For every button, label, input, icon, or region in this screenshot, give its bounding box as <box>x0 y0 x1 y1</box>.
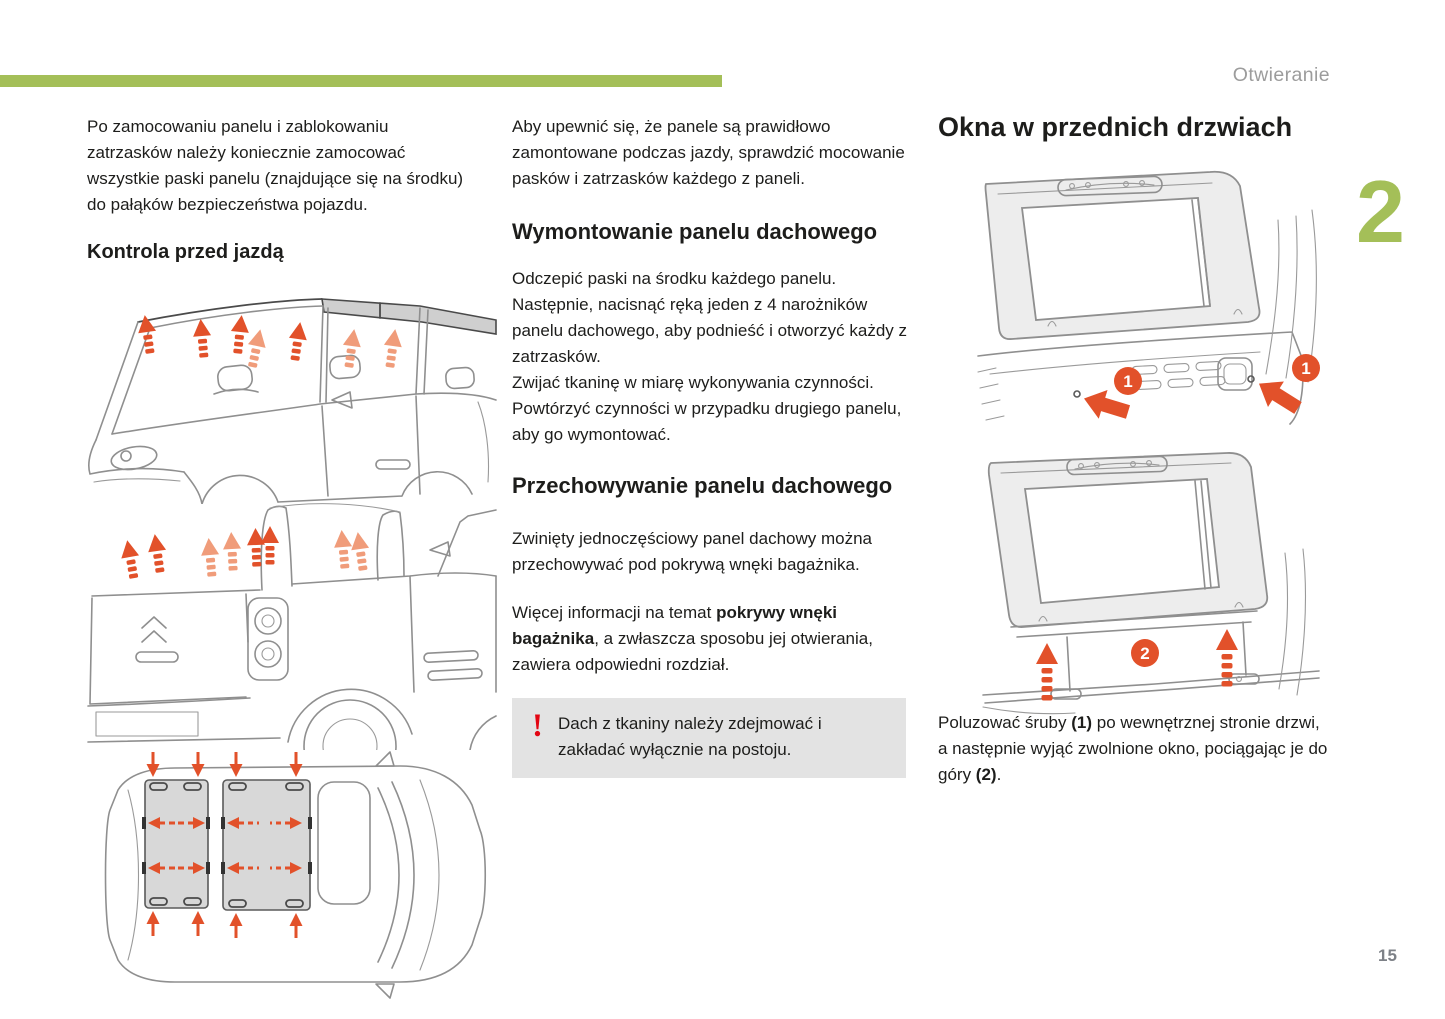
callout-2-label: 2 <box>1140 644 1150 663</box>
illustration-car-front-roof-arrows <box>80 282 500 504</box>
paragraph: Powtórzyć czynności w przypadku drugiego panelu, aby go wymontować. <box>512 399 902 444</box>
car-rear-outline <box>88 504 496 750</box>
roof-panel-up-arrows <box>118 526 372 580</box>
callout-1-label: 1 <box>1123 372 1133 391</box>
text-run: po wewnętrznej stronie drzwi, a następnie wyjąć zwolnione okno, pociągając je do góry <box>938 713 1328 784</box>
bold-text-run: pokrywy wnęki bagażnika <box>512 603 838 648</box>
running-header: Otwieranie <box>1232 64 1330 86</box>
paragraph: Odczepić paski na środku każdego panelu. <box>512 269 837 288</box>
mid-more-info-paragraph <box>512 600 908 678</box>
accent-bar <box>0 75 722 87</box>
vent-slots <box>1132 361 1225 389</box>
bold-text-run: (2) <box>975 765 997 784</box>
illustration-car-rear-roof-arrows <box>80 492 500 750</box>
mid-intro-paragraph: Aby upewnić się, że panele są prawidłowo zamontowane podczas jazdy, sprawdzić mocowanie pasków i zatrzasków każdego z paneli. <box>512 117 905 188</box>
window-frame <box>989 453 1268 637</box>
text-run: . <box>996 765 1002 784</box>
page-number: 15 <box>1378 946 1397 965</box>
paragraph: Następnie, nacisnąć ręką jeden z 4 narożników panelu dachowego, aby podnieść i otworzyć każdy z zatrzasków. <box>512 295 908 366</box>
illustration-door-window-removal <box>955 445 1363 717</box>
illustration-door-window-screws <box>960 160 1360 448</box>
chapter-number: 2 <box>1356 162 1405 261</box>
text-run: Poluzować śruby <box>938 713 1072 732</box>
left-intro-paragraph: Po zamocowaniu panelu i zablokowaniu zatrzasków należy koniecznie zamocować wszystkie paski panelu (znajdujące się na środku) do pałąków bezpieczeństwa pojazdu. <box>87 117 464 214</box>
window-frame <box>986 172 1260 339</box>
left-heading: Kontrola przed jazdą <box>87 241 284 263</box>
roof-panel-up-arrows <box>136 314 404 369</box>
warning-box <box>512 698 906 778</box>
warning-exclamation-icon: ! <box>532 708 543 744</box>
right-body-paragraph <box>938 710 1332 788</box>
text-run: , a zwłaszcza sposobu jej otwierania, zawiera odpowiedni rozdział. <box>512 629 873 674</box>
mid-heading-storage: Przechowywanie panelu dachowego <box>512 473 893 498</box>
screw-arrows-and-callouts <box>1080 354 1320 426</box>
callout-1-label: 1 <box>1301 359 1311 378</box>
roof-panels <box>142 780 312 910</box>
bold-text-run: (1) <box>1071 713 1093 732</box>
warning-text: Dach z tkaniny należy zdejmować i zakładać wyłącznie na postoju. <box>558 714 822 759</box>
right-heading: Okna w przednich drzwiach <box>938 112 1293 142</box>
text-run: Więcej informacji na temat <box>512 603 717 622</box>
illustration-car-top-view-panels <box>80 750 500 1000</box>
mid-storage-paragraph: Zwinięty jednoczęściowy panel dachowy można przechowywać pod pokrywą wnęki bagażnika. <box>512 529 873 574</box>
paragraph: Zwijać tkaninę w miarę wykonywania czynności. <box>512 373 874 392</box>
mid-heading-removal: Wymontowanie panelu dachowego <box>512 219 878 244</box>
mid-removal-paragraphs <box>512 266 908 448</box>
